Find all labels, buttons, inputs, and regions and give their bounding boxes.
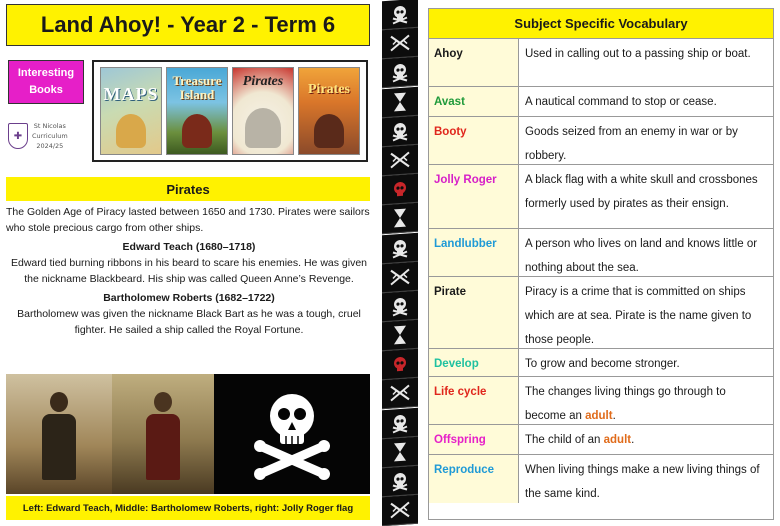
treasure-island-cover [166, 67, 228, 155]
vocabulary-row [429, 425, 773, 455]
school-curriculum: Curriculum [32, 132, 68, 140]
vocabulary-definition: Piracy is a crime that is committed on ships which are at sea. Pirate is the name given to those people. [525, 286, 752, 346]
crossed-swords-flag-tile-icon [382, 145, 418, 177]
school-year: 2024/25 [36, 142, 64, 150]
black-bart-figure-icon [146, 392, 180, 482]
vocabulary-heading: Subject Specific Vocabulary [429, 9, 773, 39]
vocabulary-definition: Goods seized from an enemy in war or by robbery. [525, 126, 738, 162]
skull-flag-tile-icon [382, 291, 418, 323]
bartholomew-roberts-portrait [112, 374, 214, 494]
definition-end: . [631, 434, 635, 446]
page-title: Land Ahoy! - Year 2 - Term 6 [6, 4, 370, 46]
edward-teach-portrait [6, 374, 112, 494]
skull-flag-tile-icon [382, 115, 418, 147]
school-text [32, 121, 68, 151]
vocabulary-definition: A person who lives on land and knows little or nothing about the sea. [525, 238, 758, 274]
pirates-text [6, 204, 372, 338]
edward-teach-heading: Edward Teach (1680–1718) [122, 241, 256, 253]
pirate-images [6, 374, 370, 494]
hourglass-flag-tile-icon [382, 437, 418, 469]
vocabulary-row [429, 165, 773, 229]
treasure-island-cover-title: Treasure Island [172, 73, 222, 102]
vocabulary-definition: A black flag with a white skull and crossbones formerly used by pirates as their ensign. [525, 174, 758, 210]
school-crest-icon: ✚ [8, 123, 28, 149]
image-caption: Left: Edward Teach, Middle: Bartholomew Roberts, right: Jolly Roger flag [6, 496, 370, 520]
hourglass-flag-tile-icon [382, 203, 418, 235]
crossed-swords-flag-tile-icon [382, 378, 418, 410]
hourglass-flag-tile-icon [382, 86, 418, 118]
pirates-book-cover [298, 67, 360, 155]
vocabulary-row [429, 455, 773, 503]
pirates-comic-cover [232, 67, 294, 155]
vocabulary-term: Offspring [429, 425, 519, 454]
definition-end: . [612, 410, 616, 422]
vocabulary-row [429, 229, 773, 277]
pirates-book-cover-title: Pirates [308, 82, 350, 97]
hourglass-flag-tile-icon [382, 320, 418, 352]
vocabulary-term: Jolly Roger [429, 165, 519, 228]
vocabulary-row [429, 39, 773, 87]
vocabulary-definition: When living things make a new living things of the same kind. [525, 464, 760, 500]
pirate-flag-strip [382, 0, 418, 526]
pirate-figure-icon [182, 114, 212, 148]
vocabulary-term: Avast [429, 87, 519, 116]
vocabulary-definition: A nautical command to stop or cease. [525, 96, 717, 108]
red-skull-flag-tile-icon [382, 174, 418, 206]
vocabulary-row [429, 87, 773, 117]
school-name: St Nicolas [33, 122, 66, 130]
vocabulary-row [429, 117, 773, 165]
school-badge [8, 110, 84, 162]
bartholomew-roberts-text: Bartholomew was given the nickname Black Bart as he was a tough, cruel fighter. He sailed a ship called the Royal Fortune. [17, 308, 361, 336]
vocabulary-term: Develop [429, 349, 519, 376]
vocabulary-row [429, 277, 773, 349]
vocabulary-term: Reproduce [429, 455, 519, 503]
vocabulary-row [429, 349, 773, 377]
vocabulary-definition [519, 377, 773, 424]
crossed-swords-flag-tile-icon [382, 495, 418, 526]
edward-teach-text: Edward tied burning ribbons in his beard to scare his enemies. He was given the nickname Blackbeard. His ship was called Queen Anne’s Revenge. [10, 257, 368, 285]
vocabulary-term: Booty [429, 117, 519, 164]
pirates-comic-cover-title: Pirates [242, 74, 284, 89]
skull-flag-tile-icon [382, 407, 418, 439]
definition-text: The changes living things go through to become an [525, 386, 726, 422]
vocabulary-term: Pirate [429, 277, 519, 348]
vocabulary-row [429, 377, 773, 425]
cartoon-pirate-icon [245, 108, 281, 148]
interesting-books-panel [6, 58, 370, 164]
vocabulary-definition [519, 425, 773, 454]
definition-highlight: adult [585, 410, 613, 422]
crossed-swords-flag-tile-icon [382, 261, 418, 293]
definition-highlight: adult [603, 434, 632, 446]
pirate-crew-icon [314, 114, 344, 148]
skull-flag-tile-icon [382, 57, 418, 89]
crossed-swords-flag-tile-icon [382, 28, 418, 60]
vocabulary-term: Landlubber [429, 229, 519, 276]
skull-flag-tile-icon [382, 466, 418, 498]
pirates-heading: Pirates [6, 177, 370, 201]
skull-flag-tile-icon [382, 232, 418, 264]
pirates-intro: The Golden Age of Piracy lasted between 1650 and 1730. Pirates were sailors who stole precious cargo from other ships. [6, 206, 370, 234]
red-skull-flag-tile-icon [382, 349, 418, 381]
vocabulary-definition: To grow and become stronger. [525, 358, 680, 370]
book-covers [92, 60, 368, 162]
maps-cover-title: MAPS [103, 84, 159, 104]
vocabulary-definition: Used in calling out to a passing ship or boat. [525, 48, 751, 60]
map-illustration-icon [116, 114, 146, 148]
blackbeard-figure-icon [42, 392, 76, 482]
vocabulary-table [428, 8, 774, 520]
vocabulary-term: Life cycle [429, 377, 519, 424]
jolly-roger-flag [214, 374, 370, 494]
vocabulary-term: Ahoy [429, 39, 519, 86]
interesting-books-label: Interesting Books [8, 60, 84, 104]
maps-cover [100, 67, 162, 155]
skull-flag-tile-icon [382, 0, 418, 30]
skull-crossbones-icon [252, 390, 332, 480]
bartholomew-roberts-heading: Bartholomew Roberts (1682–1722) [103, 292, 275, 304]
definition-text: The child of an [525, 434, 601, 446]
